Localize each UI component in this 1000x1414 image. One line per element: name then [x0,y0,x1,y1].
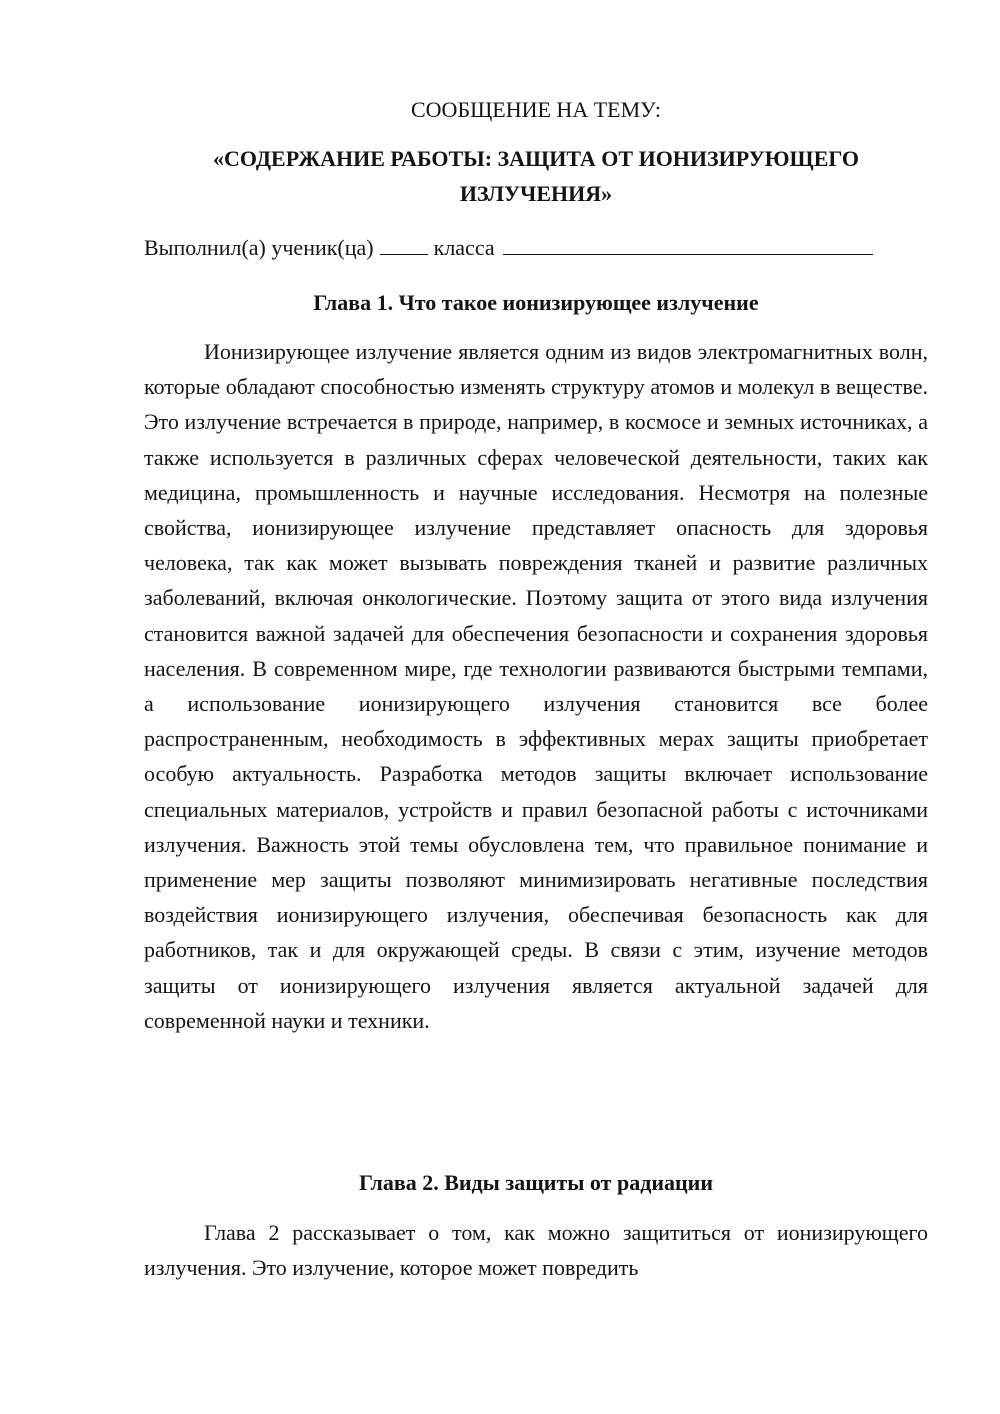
chapter-1-heading: Глава 1. Что такое ионизирующее излучение [313,290,759,315]
document-title: «СОДЕРЖАНИЕ РАБОТЫ: ЗАЩИТА ОТ ИОНИЗИРУЮЩЕГО ИЗЛУЧЕНИЯ» [213,146,859,206]
chapter-2-heading: Глава 2. Виды защиты от радиации [358,1170,714,1195]
author-prefix-label: Выполнил(а) ученик(ца) [144,235,374,260]
chapter-2-paragraph: Глава 2 рассказывает о том, как можно защититься от ионизирующего излучения. Это излучение, которое может повредить [144,1220,928,1281]
title-topic-label: СООБЩЕНИЕ НА ТЕМУ: [411,97,661,122]
name-blank-line [503,232,873,255]
class-label: класса [433,235,495,260]
grade-blank-line [380,232,428,255]
author-line [144,230,928,265]
chapter-1-paragraph: Ионизирующее излучение является одним из видов электромагнитных волн, которые обладают способностью изменять структуру атомов и молекул в веществе. Это излучение встречается в природе, например, в космосе и земных источниках, а также используется в различных сферах человеческой деятельности, таких как медицина, промышленность и научные исследования. Несмотря на полезные свойства, ионизирующее излучение представляет опасность для здоровья человека, так как может вызывать повреждения тканей и развитие различных заболеваний, включая онкологические. Поэтому защита от этого вида излучения становится важной задачей для обеспечения безопасности и сохранения здоровья населения. В современном мире, где технологии развиваются быстрыми темпами, а использование ионизирующего излучения становится все более распространенным, необходимость в эффективных мерах защиты приобретает особую актуальность. Разработка методов защиты включает использование специальных материалов, устройств и правил безопасной работы с источниками излучения. Важность этой темы обусловлена тем, что правильное понимание и применение мер защиты позволяют минимизировать негативные последствия воздействия ионизирующего излучения, обеспечивая безопасность как для работников, так и для окружающей среды. В связи с этим, изучение методов защиты от ионизирующего излучения является актуальной задачей для современной науки и техники. [144,339,928,1033]
